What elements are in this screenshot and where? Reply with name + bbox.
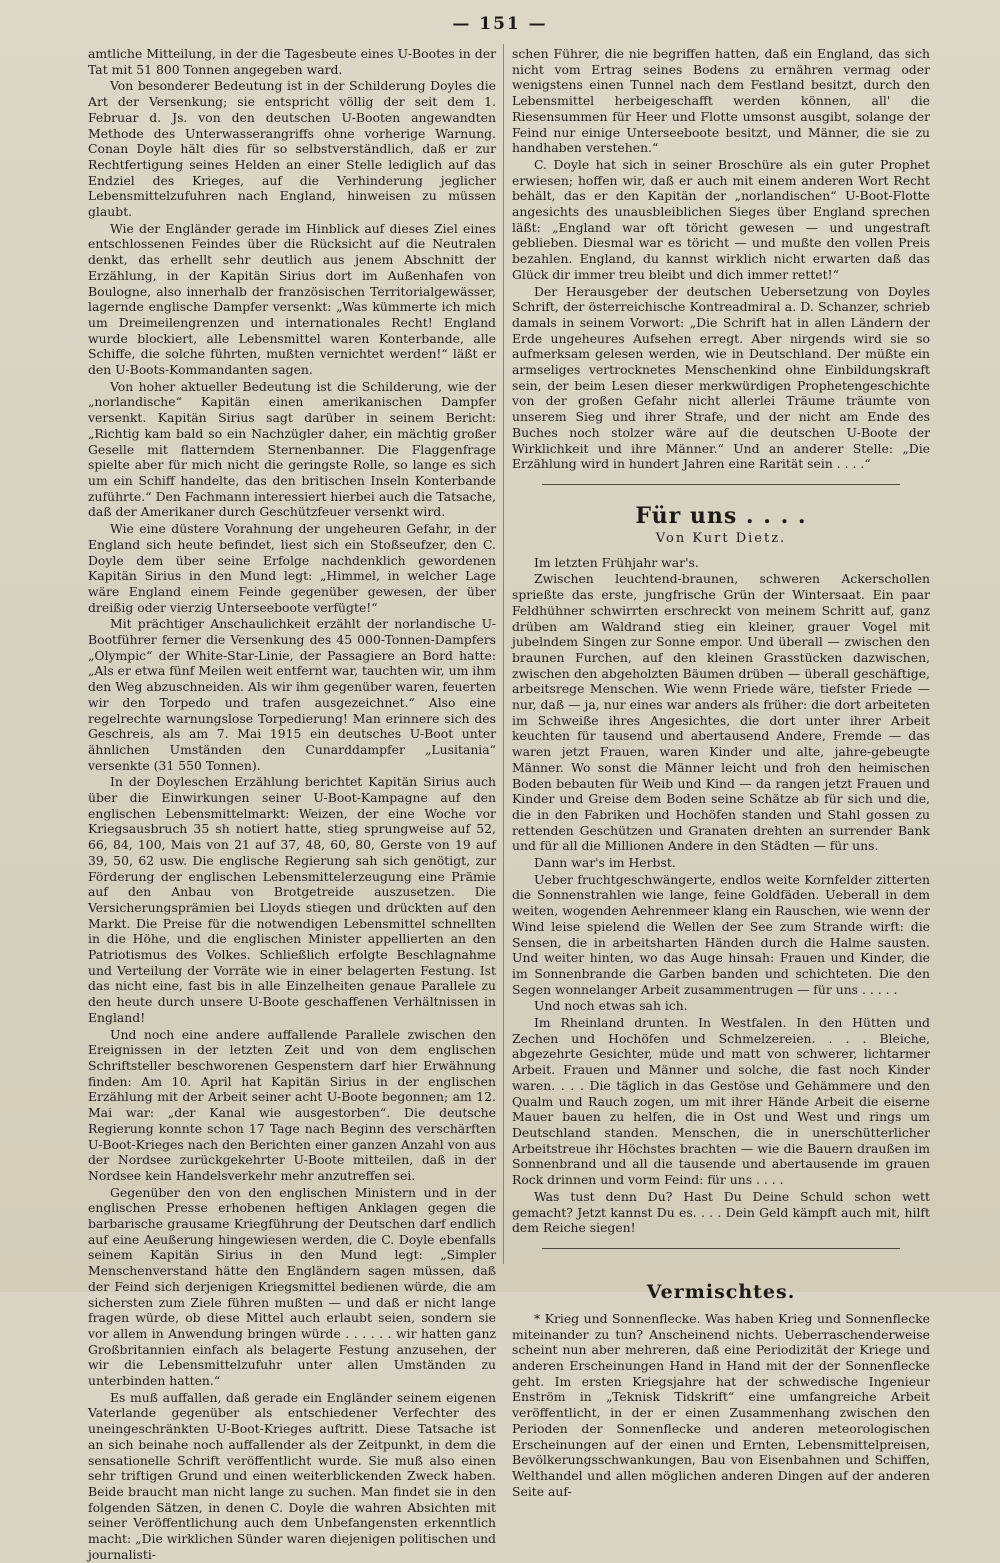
section-rule — [542, 484, 900, 485]
paragraph: Ueber fruchtgeschwängerte, endlos weite Kornfelder zitterten die Sonnenstrahlen wie lange, feine Goldfäden. Ueberall in dem weiten, wogenden Aehrenmeer klang ein Rauschen, wie wenn der Wind leise spielend die Wellen der See zum Strande wirft: die Sensen, die in arbeitsharten Händen durch die Halme sausten. Und weiter hinten, wo das Auge hinsah: Frauen und Kinder, die im Sonnenbrande die Garben banden und schichteten. Die den Segen wonnelanger Arbeit zusammentrugen — für uns . . . . . — [512, 871, 930, 997]
section-title: Vermischtes. — [646, 1280, 796, 1303]
paragraph: Im Rheinland drunten. In Westfalen. In den Hütten und Zechen und Hochöfen und Schmelzereien. . . . Bleiche, abgezehrte Gesichter, müde und matt von schwerer, lichtarmer Arbeit. Frauen und Männer und solche, die fast noch Kinder waren. . . . Die täglich in das Gestöse und Gehämmere und den Qualm und Rauch zogen, um mit ihrer Hände Arbeit die eiserne Mauer bauen zu helfen, die in Ost und West und rings um Deutschland standen. Menschen, die in unerschütterlicher Arbeitstreue ihr Höchstes brachten — wie die Bauern draußen im Sonnenbrand und all die tausende und abertausende im grauen Rock drinnen und vorm Feind: für uns . . . . — [512, 1015, 930, 1188]
column-divider — [503, 44, 504, 1264]
paragraph: Was tust denn Du? Hast Du Deine Schuld schon wett gemacht? Jetzt kannst Du es. . . . Dein Geld kämpft auch mit, hilft dem Reiche siegen! — [512, 1188, 930, 1236]
paragraph: amtliche Mitteilung, in der die Tagesbeute eines U-Bootes in der Tat mit 51 800 Tonnen angegeben ward. — [88, 46, 496, 77]
paragraph: Es muß auffallen, daß gerade ein Engländer seinem eigenen Vaterlande gegenüber als entschiedener Verfechter des uneingeschränkten U-Boot-Krieges auftritt. Diese Tatsache ist an sich beinahe noch auffallender als der Zeitpunkt, in dem die sensationelle Schrift veröffentlicht wurde. Sie muß also einen sehr triftigen Grund und einen weiterblickenden Zweck haben. Beide braucht man nicht lange zu suchen. Man findet sie in den folgenden Sätzen, in denen C. Doyle die wahren Absichten mit seiner Veröffentlichung auch dem Unbefangensten erkenntlich macht: „Die wirklichen Sünder waren diejenigen politischen und journalisti- — [88, 1389, 496, 1562]
paragraph: C. Doyle hat sich in seiner Broschüre als ein guter Prophet erwiesen; hoffen wir, daß er auch mit einem anderen Wort Recht behält, das er den Kapitän der „norlandischen“ U-Boot-Flotte angesichts des unausbleiblichen Sieges über England sprechen läßt: „England war oft töricht gewesen — und ungestraft geblieben. Diesmal war es töricht — und mußte den vollen Preis bezahlen. England, du kannst wirklich nicht erwarten daß das Glück dir immer treu bleibt und dich immer rettet!“ — [512, 156, 930, 282]
article-title: Für uns . . . . — [635, 502, 807, 529]
paragraph: Wie der Engländer gerade im Hinblick auf dieses Ziel eines entschlossenen Feindes über die Rücksicht auf die Neutralen denkt, das erhellt sehr deutlich aus jenem Abschnitt der Erzählung, in der Kapitän Sirius dort im Außenhafen von Boulogne, also innerhalb der französischen Territorialgewässer, lagernde englische Dampfer versenkt: „Was kümmerte ich mich um Dreimeilengrenzen und internationales Recht! England wurde blockiert, alle Lebensmittel waren Konterbande, alle Schiffe, die solche führten, mußten vernichtet werden!“ läßt er den U-Boots-Kommandanten sagen. — [88, 220, 496, 378]
right-column — [512, 46, 930, 1499]
paragraph: In der Doyleschen Erzählung berichtet Kapitän Sirius auch über die Einwirkungen seiner U-Boot-Kampagne auf den englischen Lebensmittelmarkt: Weizen, der eine Woche vor Kriegsausbruch 35 sh notiert hatte, stieg sprungweise auf 52, 66, 84, 100, Mais von 21 auf 37, 48, 60, 80, Gerste von 19 auf 39, 50, 62 usw. Die englische Regierung sah sich genötigt, zur Förderung der englischen Lebensmittelerzeugung eine Prämie auf den Anbau von Brotgetreide auszusetzen. Die Versicherungsprämien bei Lloyds stiegen und drückten auf den Markt. Die Preise für die notwendigen Lebensmittel schnellten in die Höhe, und die englischen Minister appellierten an den Patriotismus des Volkes. Schließlich erfolgte Beschlagnahme und Verteilung der Vorräte wie in einer belagerten Festung. Ist das nicht eine, fast bis in alle Einzelheiten genaue Parallele zu den heute durch unsere U-Boote geschaffenen Verhältnissen in England! — [88, 774, 496, 1025]
paragraph: * Krieg und Sonnenflecke. Was haben Krieg und Sonnenflecke miteinander zu tun? Anscheinend nichts. Ueberraschenderweise scheint nun aber mehreren, daß eine Periodizität der Kriege und anderen Erscheinungen Hand in Hand mit der der Sonnenflecke geht. Im ersten Kriegsjahre hat der schwedische Ingenieur Enström in „Teknisk Tidskrift“ eine umfangreiche Arbeit veröffentlicht, in der er einen Zusammenhang zwischen den Perioden der Sonnenflecke und anderen meteorologischen Erscheinungen auf der einen und Ernten, Lebensmittelpreisen, Bevölkerungsschwankungen, Bau von Eisenbahnen und Schiffen, Welthandel und allen möglichen anderen Dingen auf der anderen Seite auf- — [512, 1310, 930, 1499]
left-column — [88, 46, 496, 1562]
paragraph: Von besonderer Bedeutung ist in der Schilderung Doyles die Art der Versenkung; sie entspricht völlig der seit dem 1. Februar d. Js. von den deutschen U-Booten angewandten Methode des Unterwasserangriffs ohne vorherige Warnung. Conan Doyle hält dies für so selbstverständlich, daß er zur Rechtfertigung seines Helden an einer Stelle lediglich auf das Endziel des Krieges, auf die Verhinderung jeglicher Lebensmittelzufuhren nach England, hinweisen zu müssen glaubt. — [88, 78, 496, 220]
article-byline: Von Kurt Dietz. — [655, 530, 787, 546]
paragraph: Zwischen leuchtend-braunen, schweren Ackerschollen sprießte das erste, jungfrische Grün der Wintersaat. Ein paar Feldhühner schwirrten erschreckt von meinem Schritt auf, ganz drüben am Waldrand stieg ein kleiner, grauer Vogel mit jubelndem Singen zur Sonne empor. Und überall — zwischen den braunen Furchen, auf den kleinen Grasstücken dazwischen, zwischen den abgeholzten Bäumen drüben — überall geschäftige, arbeitsrege Menschen. Wie wenn Friede wäre, tiefster Friede — nur, daß — ja, nur eines war anders als früher: die dort arbeiteten im Schweiße ihres Angesichtes, die dort unter ihrer Arbeit keuchten für tausend und abertausend Andere, Fremde — das waren jetzt Frauen, waren Kinder und alte, jahre-gebeugte Männer. Wo sonst die Männer leicht und froh den heimischen Boden bebauten für Weib und Kind — da rangen jetzt Frauen und Kinder und Greise dem Boden seine Schätze ab für sich und die, die in den Fabriken und Hochöfen standen und Stahl gossen zu rettenden Geschützen und Granaten drehten an surrender Bank und für all die Millionen Andere in den Städten — für uns. — [512, 571, 930, 854]
paragraph: Wie eine düstere Vorahnung der ungeheuren Gefahr, in der England sich heute befindet, liest sich ein Stoßseufzer, den C. Doyle dem über seine Erfolge nachdenklich gewordenen Kapitän Sirius in den Mund legt: „Himmel, in welcher Lage wäre England einem Feinde gegenüber gewesen, der über dreißig oder vierzig Unterseeboote verfügte!“ — [88, 521, 496, 615]
paragraph: Gegenüber den von den englischen Ministern und in der englischen Presse erhobenen heftigen Anklagen gegen die barbarische grausame Kriegführung der Deutschen darf endlich auf eine Aeußerung hingewiesen werden, die C. Doyle ebenfalls seinem Kapitän Sirius in den Mund legt: „Simpler Menschenverstand hätte den Engländern sagen müssen, daß der Feind sich derjenigen Kriegsmittel bedienen würde, die am sichersten zum Ziele führen mußten — und daß er nicht lange fragen würde, ob diese Mittel auch erlaubt seien, sondern sie vor allem in Anwendung bringen würde . . . . . . wir hatten ganz Großbritannien einfach als belagerte Festung anzusehen, der wir die Lebensmittelzufuhr unter allen Umständen zu unterbinden hatten.“ — [88, 1184, 496, 1389]
section-rule — [542, 1248, 900, 1249]
page-number: — 151 — — [452, 14, 548, 34]
paragraph: Dann war's im Herbst. — [534, 855, 676, 871]
paragraph: schen Führer, die nie begriffen hatten, daß ein England, das sich nicht vom Ertrag seines Bodens zu ernähren vermag oder wenigstens einen Tunnel nach dem Festland besitzt, durch den Lebensmittel herbeigeschafft werden können, all' die Riesensummen für Heer und Flotte umsonst ausgibt, solange der Feind nur einige Unterseeboote besitzt, und Männer, die sie zu handhaben verstehen.“ — [512, 46, 930, 156]
paragraph: Und noch etwas sah ich. — [534, 998, 688, 1014]
paragraph: Von hoher aktueller Bedeutung ist die Schilderung, wie der „norlandische“ Kapitän einen amerikanischen Dampfer versenkt. Kapitän Sirius sagt darüber in seinem Bericht: „Richtig kam bald so ein Nachzügler daher, ein mächtig großer Geselle mit flatterndem Sternenbanner. Die Flaggenfrage spielte aber für mich nicht die geringste Rolle, so lange es sich um ein Schiff handelte, das den britischen Inseln Konterbande zuführte.“ Den Fachmann interessiert hierbei auch die Tatsache, daß der Amerikaner durch Geschützfeuer versenkt wird. — [88, 378, 496, 520]
paragraph: Der Herausgeber der deutschen Uebersetzung von Doyles Schrift, der österreichische Kontreadmiral a. D. Schanzer, schrieb damals in seinem Vorwort: „Die Schrift hat in allen Ländern der Erde ungeheures Aufsehen erregt. Aber nirgends wird sie so aufmerksam gelesen werden, wie in Deutschland. Der müßte ein armseliges vertrocknetes Menschenkind ohne Einbildungskraft sein, der beim Lesen dieser merkwürdigen Prophetengeschichte von der großen Gefahr nicht allerlei Träume träumte von unserem Sieg und ihrer Strafe, und der nicht am Ende des Buches noch stolzer wäre auf die deutschen U-Boote der Wirklichkeit und ihre Männer.“ Und an anderer Stelle: „Die Erzählung wird in hundert Jahren eine Rarität sein . . . .“ — [512, 283, 930, 472]
paragraph: Im letzten Frühjahr war's. — [534, 554, 699, 570]
paragraph: Und noch eine andere auffallende Parallele zwischen den Ereignissen in der letzten Zeit und von dem englischen Schriftsteller beschworenen Gespenstern darf hier Erwähnung finden: Am 10. April hat Kapitän Sirius in der englischen Erzählung mit der Arbeit seiner acht U-Boote begonnen; am 12. Mai war: „der Kanal wie ausgestorben“. Die deutsche Regierung konnte schon 17 Tage nach Beginn des verschärften U-Boot-Krieges nach den Berichten einer ganzen Anzahl von aus der Nordsee zurückgekehrter U-Boote mitteilen, daß in der Nordsee kein Handelsverkehr mehr anzutreffen sei. — [88, 1026, 496, 1183]
paragraph: Mit prächtiger Anschaulichkeit erzählt der norlandische U-Bootführer ferner die Versenkung des 45 000-Tonnen-Dampfers „Olympic“ der White-Star-Linie, der Passagiere an Bord hatte: „Als er etwa fünf Meilen weit entfernt war, tauchten wir, um ihm den Weg abzuschneiden. Als wir ihm gegenüber waren, feuerten wir den Torpedo und trafen ausgezeichnet.“ Also eine regelrechte warnungslose Torpedierung! Man erinnere sich des Geschreis, als am 7. Mai 1915 ein deutsches U-Boot unter ähnlichen Umständen den Cunarddampfer „Lusitania“ versenkte (31 550 Tonnen). — [88, 616, 496, 773]
